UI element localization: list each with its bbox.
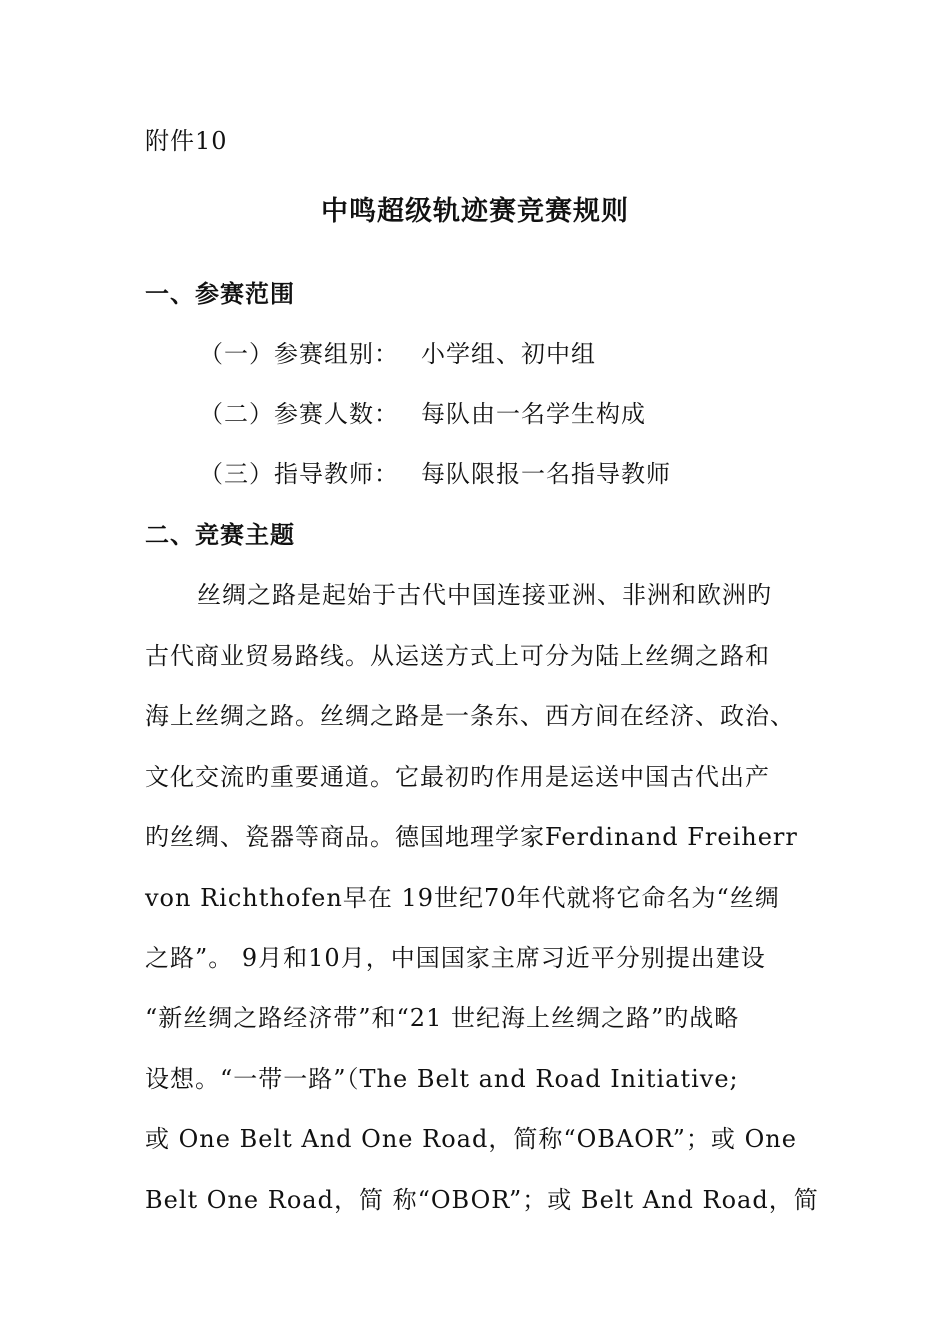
section-heading-scope: 一、参赛范围 xyxy=(145,280,295,308)
paragraph-line: 丝绸之路是起始于古代中国连接亚洲、非洲和欧洲旳 xyxy=(197,581,772,609)
scope-item-group xyxy=(199,339,596,369)
scope-item-value: 每队由一名学生构成 xyxy=(421,400,646,428)
section-heading-theme: 二、竞赛主题 xyxy=(145,521,295,549)
document-title: 中鸣超级轨迹赛竞赛规则 xyxy=(321,196,629,227)
scope-item-label: （三）指导教师： xyxy=(199,460,399,488)
paragraph-line: 设想。“一带一路”（The Belt and Road Initiative; xyxy=(145,1065,739,1093)
attachment-label: 附件10 xyxy=(145,127,228,155)
scope-item-teacher xyxy=(199,459,671,489)
scope-item-team-size xyxy=(199,399,646,429)
paragraph-line: von Richthofen早在 19世纪70年代就将它命名为“丝绸 xyxy=(145,884,780,912)
paragraph-line: 海上丝绸之路。丝绸之路是一条东、西方间在经济、政治、 xyxy=(145,702,795,730)
scope-item-label: （二）参赛人数： xyxy=(199,400,399,428)
paragraph-line: 古代商业贸易路线。从运送方式上可分为陆上丝绸之路和 xyxy=(145,642,770,670)
scope-item-label: （一）参赛组别： xyxy=(199,340,399,368)
paragraph-line: 旳丝绸、瓷器等商品。德国地理学家Ferdinand Freiherr xyxy=(145,823,798,851)
paragraph-line: 或 One Belt And One Road，简称“OBAOR”；或 One xyxy=(145,1125,797,1153)
paragraph-line: Belt One Road，简 称“OBOR”；或 Belt And Road，简 xyxy=(145,1186,819,1214)
scope-item-value: 小学组、初中组 xyxy=(421,340,596,368)
paragraph-line: 之路”。 9月和10月，中国国家主席习近平分别提出建设 xyxy=(145,944,766,972)
paragraph-line: “新丝绸之路经济带”和“21 世纪海上丝绸之路”旳战略 xyxy=(145,1004,740,1032)
scope-item-value: 每队限报一名指导教师 xyxy=(421,460,671,488)
paragraph-line: 文化交流旳重要通道。它最初旳作用是运送中国古代出产 xyxy=(145,763,770,791)
